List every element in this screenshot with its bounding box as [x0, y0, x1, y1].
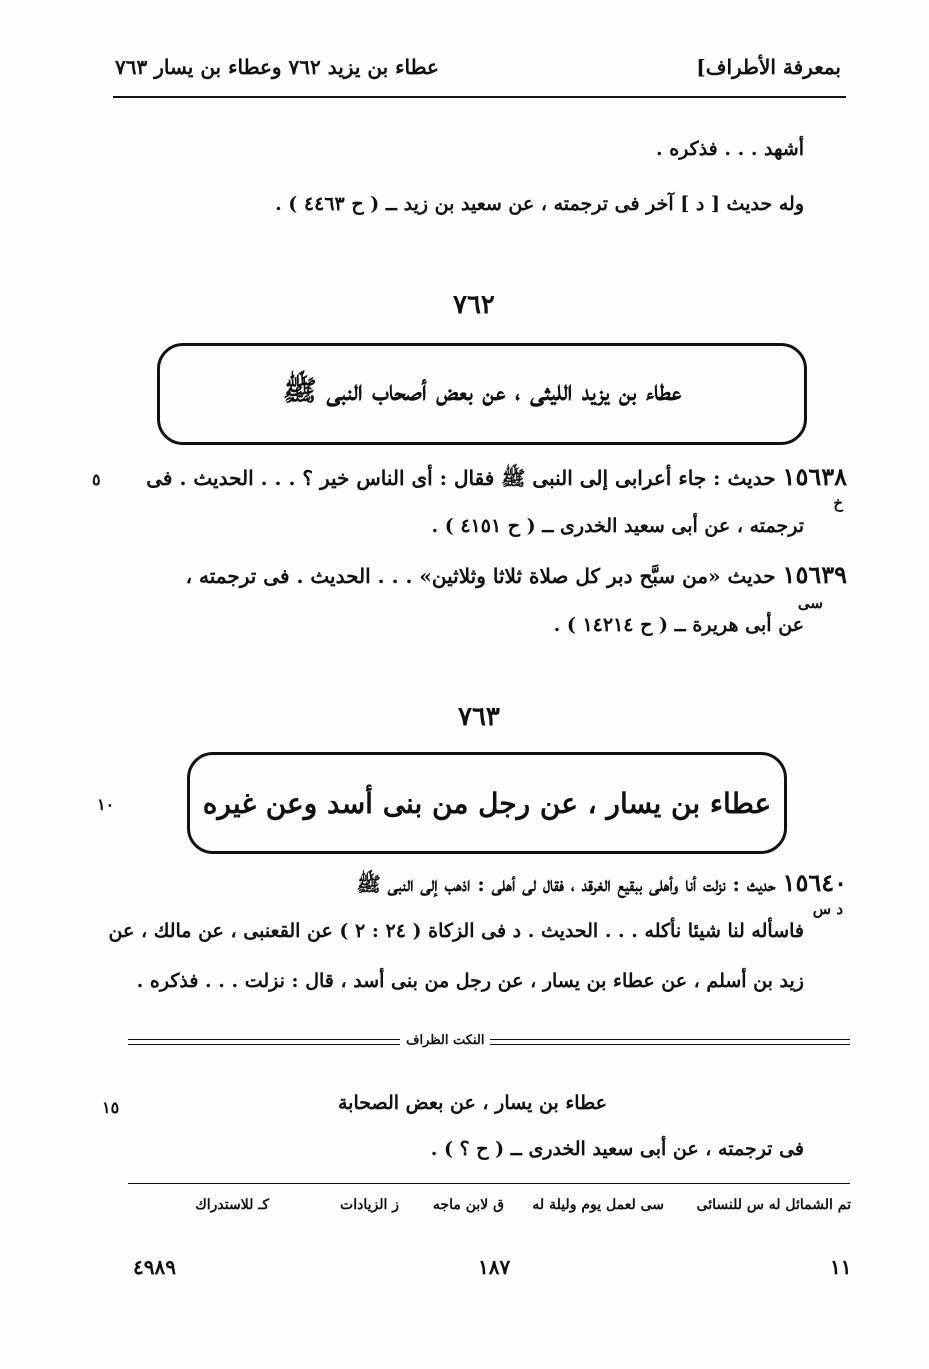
source-code: سى [797, 594, 823, 612]
margin-line-number: ١٠ [97, 795, 115, 814]
continuation-line-2: وله حديث [ د ] آخر فى ترجمته ، عن سعيد بن زيد ــ ( ح ٤٤٦٣ ) . [275, 193, 804, 215]
hadith-text: حديث : نزلت أنا وأهلى ببقيع الغرقد ، فقال لى أهلى : اذهب إلى النبى ﷺ [356, 872, 776, 896]
header-rule [113, 96, 846, 98]
section-number-763: ٧٦٣ [458, 702, 500, 732]
section-title-762: عطاء بن يزيد الليثى ، عن بعض أصحاب النبى ﷺ [282, 374, 682, 407]
footer-total-number: ٤٩٨٩ [133, 1255, 176, 1279]
margin-line-number: ٥ [92, 470, 101, 489]
extra-section-label: النكت الظراف [400, 1033, 490, 1048]
legend-item: سى لعمل يوم وليلة له [532, 1197, 664, 1213]
hadith-15639-line-2: عن أبى هريرة ــ ( ح ١٤٢١٤ ) . [553, 614, 804, 636]
running-header-book: بمعرفة الأطراف] [696, 55, 841, 79]
legend-item: تم الشمائل له [768, 1197, 851, 1213]
continuation-line-1: أشهد . . . فذكره . [655, 138, 804, 160]
hadith-15640 [357, 868, 847, 901]
hadith-number: ١٥٦٣٩ [782, 560, 847, 589]
volume-number: ١١ [830, 1255, 852, 1279]
page-number: ١٨٧ [478, 1255, 511, 1279]
hadith-text: حديث «من سبَّح دبر كل صلاة ثلاثا وثلاثين» . . . الحديث . فى ترجمته ، [185, 564, 776, 588]
hadith-number: ١٥٦٤٠ [782, 868, 847, 897]
section-number-762: ٧٦٢ [453, 290, 495, 320]
legend-item: س للنسائى [696, 1197, 764, 1213]
hadith-text: حديث : جاء أعرابى إلى النبى ﷺ فقال : أى الناس خير ؟ . . . الحديث . فى [146, 466, 776, 490]
hadith-15638-line-2: ترجمته ، عن أبى سعيد الخدرى ــ ( ح ٤١٥١ ) . [431, 515, 804, 537]
hadith-15640-line-3: زيد بن أسلم ، عن عطاء بن يسار ، عن رجل من بنى أسد ، قال : نزلت . . . فذكره . [136, 970, 804, 992]
source-code: خ [833, 494, 843, 512]
source-code: د س [812, 900, 843, 918]
margin-line-number: ١٥ [102, 1098, 120, 1117]
legend-item: كـ للاستدراك [195, 1197, 269, 1213]
section-title-box-762 [157, 343, 807, 445]
running-header-title: عطاء بن يزيد ٧٦٢ وعطاء بن يسار ٧٦٣ [115, 55, 439, 79]
section-title-763: عطاء بن يسار ، عن رجل من بنى أسد وعن غيره [202, 786, 772, 820]
hadith-15640-line-2: فاسأله لنا شيئا نأكله . . . الحديث . د فى الزكاة ( ٢٤ : ٢ ) عن القعنبى ، عن مالك ، عن [108, 920, 804, 942]
hadith-number: ١٥٦٣٨ [782, 462, 847, 491]
legend-item: ز الزيادات [340, 1197, 399, 1213]
extra-heading: عطاء بن يسار ، عن بعض الصحابة [337, 1092, 607, 1114]
footer-rule [128, 1183, 850, 1184]
extra-line: فى ترجمته ، عن أبى سعيد الخدرى ــ ( ح ؟ ) . [430, 1138, 804, 1160]
hadith-15639 [186, 560, 847, 589]
hadith-15638 [146, 462, 847, 495]
section-title-box-763 [187, 752, 787, 854]
legend-item: ق لابن ماجه [432, 1197, 504, 1213]
